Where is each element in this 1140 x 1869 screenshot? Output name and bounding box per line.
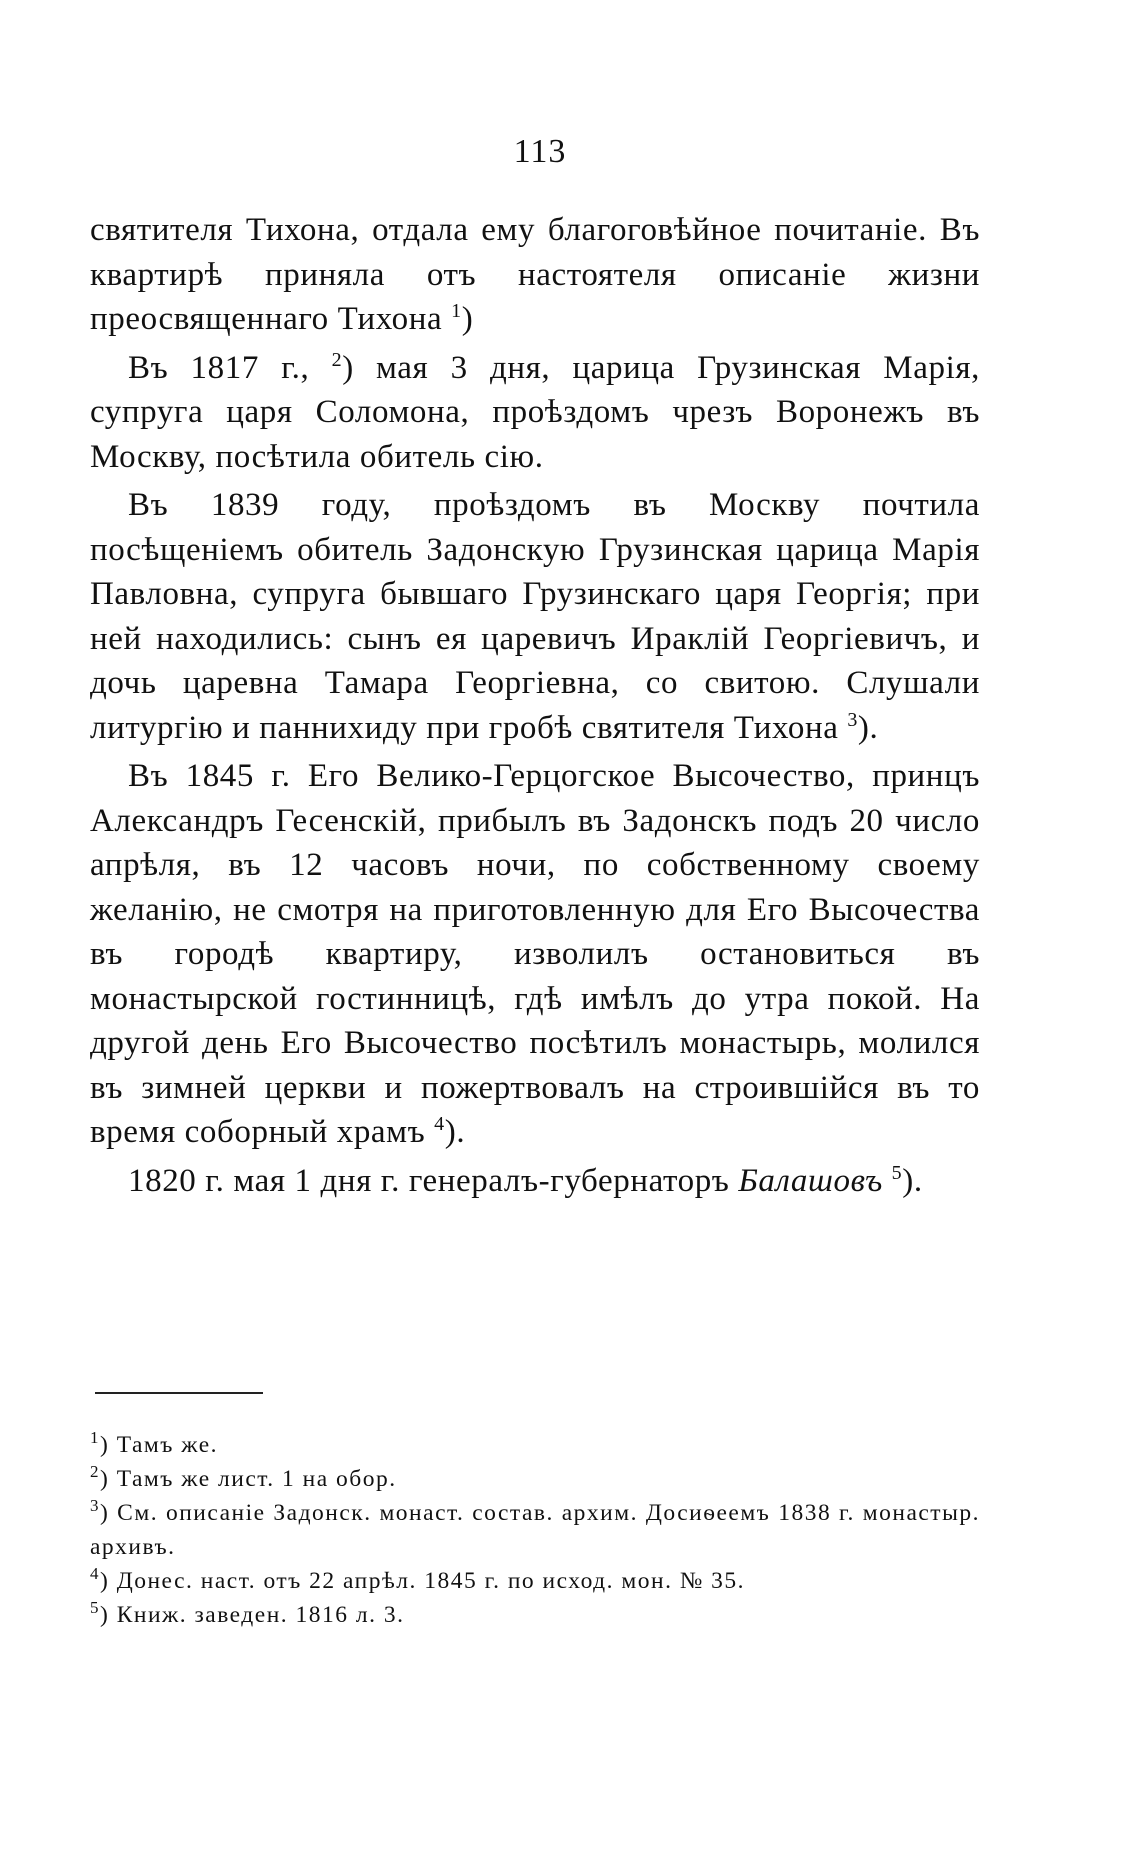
footnote-1: [90, 1428, 980, 1462]
paragraph-text: святителя Тихона, отдала ему благоговѣйное почитаніе. Въ квартирѣ приняла отъ настоятеля описаніе жизни преосвященнаго Тихона: [90, 212, 980, 337]
footnote-ref: 1: [451, 300, 462, 322]
footnotes: [90, 1428, 980, 1632]
footnote-text: ) Донес. наст. отъ 22 апрѣл. 1845 г. по исход. мон. № 35.: [100, 1568, 746, 1594]
footnote-3: [90, 1496, 980, 1564]
footnote-ref: 5: [891, 1161, 903, 1184]
paragraph-text: Въ 1839 году, проѣздомъ въ Москву почтила посѣщеніемъ обитель Задонскую Грузинская царица Марія Павловна, супруга бывшаго Грузинскаго царя Георгія; при ней находились: сынъ ея царевичъ Ираклій Георгіевичъ, и дочь царевна Тамара Георгіевна, со свитою. Слушали литургію и паннихиду при гробѣ святителя Тихона: [90, 487, 980, 746]
footnote-mark: 1: [90, 1428, 100, 1448]
paragraph-text-tail: ): [461, 301, 474, 337]
footnote-5: [90, 1598, 980, 1632]
footnote-mark: 2: [90, 1462, 100, 1482]
paragraph-text: Въ 1845 г. Его Велико-Герцогское Высочество, принцъ Александръ Гесенскій, прибылъ въ Задонскъ подъ 20 число апрѣля, въ 12 часовъ ночи, по собственному своему желанію, не смотря на приготовленную для Его Высочества въ городѣ квартиру, изволилъ остановиться въ монастырской гостинницѣ, гдѣ имѣлъ до утра покой. На другой день Его Высочество посѣтилъ монастырь, молился въ зимней церкви и пожертвовалъ на строившійся въ то время соборный храмъ: [90, 758, 980, 1150]
footnote-mark: 3: [90, 1496, 100, 1516]
footnote-ref: 4: [434, 1113, 445, 1135]
footnote-ref: 3: [847, 708, 858, 731]
footnote-4: [90, 1564, 980, 1598]
footnote-text: ) См. описаніе Задонск. монаст. состав. архим. Досиѳеемъ 1838 г. монастыр. архивъ.: [90, 1500, 980, 1560]
main-text: [90, 208, 980, 1207]
footnote-text: ) Книж. заведен. 1816 л. 3.: [100, 1602, 405, 1628]
footnote-separator: [95, 1392, 263, 1394]
footnote-mark: 4: [90, 1564, 100, 1584]
paragraph-text-tail: ).: [444, 1114, 466, 1150]
footnote-mark: 5: [90, 1598, 100, 1618]
paragraph-2: [90, 346, 980, 480]
paragraph-text-tail: ) мая 3 дня, царица Грузинская Марія, супруга царя Соломона, проѣздомъ чрезъ Воронежъ въ Москву, посѣтила обитель сію.: [90, 349, 980, 475]
paragraph-3: [90, 483, 980, 750]
paragraph-1: [90, 208, 980, 342]
footnote-2: [90, 1462, 980, 1496]
footnote-text: ) Тамъ же.: [100, 1432, 219, 1458]
footnote-ref: 2: [331, 348, 343, 371]
paragraph-5: [90, 1159, 980, 1204]
italic-name: Балашовъ: [738, 1162, 883, 1199]
footnote-text: ) Тамъ же лист. 1 на обор.: [100, 1466, 397, 1492]
paragraph-text-space: [883, 1163, 892, 1199]
paragraph-4: [90, 754, 980, 1155]
page-number: 113: [513, 133, 567, 170]
paragraph-text-tail: ).: [857, 709, 879, 746]
paragraph-text-tail: ).: [902, 1162, 923, 1199]
paragraph-text: 1820 г. мая 1 дня г. генералъ-губернаторъ: [128, 1162, 739, 1199]
paragraph-text: Въ 1817 г.,: [128, 349, 332, 386]
